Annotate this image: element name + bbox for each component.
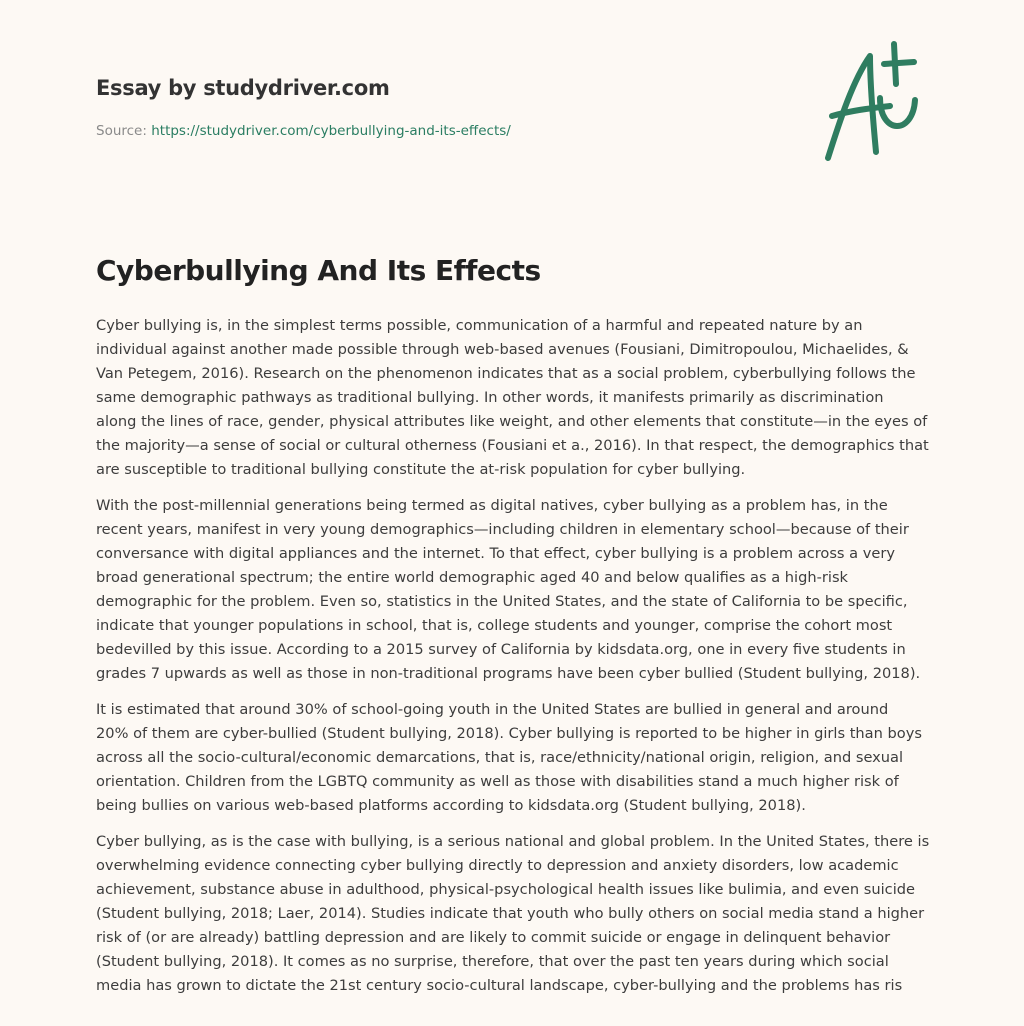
paragraph-line: bedevilled by this issue. According to a 2015 survey of California by kidsdata.org, one in every five students in: [96, 641, 906, 658]
paragraph-line: broad generational spectrum; the entire world demographic aged 40 and below qualifies as a high-risk: [96, 569, 848, 586]
paragraph-line: conversance with digital appliances and the internet. To that effect, cyber bullying is a problem across a very: [96, 545, 895, 562]
paragraph-line: It is estimated that around 30% of school-going youth in the United States are bullied in general and around: [96, 701, 889, 718]
paragraph-line: are susceptible to traditional bullying constitute the at-risk population for cyber bullying.: [96, 461, 746, 478]
paragraph-line: demographic for the problem. Even so, statistics in the United States, and the state of California to be specific,: [96, 593, 908, 610]
source-line: [96, 123, 511, 139]
paragraph-line: With the post-millennial generations being termed as digital natives, cyber bullying as a problem has, in the: [96, 497, 888, 514]
essay-paragraph: [96, 494, 936, 686]
essay-paragraph: [96, 830, 936, 998]
paragraph-line: Cyber bullying is, in the simplest terms possible, communication of a harmful and repeated nature by an: [96, 317, 863, 334]
paragraph-line: across all the socio-cultural/economic demarcations, that is, race/ethnicity/national origin, religion, and sexual: [96, 749, 904, 766]
essay-body: [96, 314, 936, 1010]
source-label: Source:: [96, 123, 147, 139]
source-link[interactable]: https://studydriver.com/cyberbullying-and-its-effects/: [151, 123, 511, 139]
paragraph-line: recent years, manifest in very young demographics—including children in elementary school—because of their: [96, 521, 909, 538]
paragraph-line: 20% of them are cyber-bullied (Student bullying, 2018). Cyber bullying is reported to be higher in girls than boys: [96, 725, 922, 742]
paragraph-line: the majority—a sense of social or cultural otherness (Fousiani et a., 2016). In that respect, the demographics that: [96, 437, 929, 454]
paragraph-line: overwhelming evidence connecting cyber bullying directly to depression and anxiety disorders, low academic: [96, 857, 899, 874]
paragraph-line: grades 7 upwards as well as those in non-traditional programs have been cyber bullied (Student bullying, 2018).: [96, 665, 921, 682]
essay-paragraph: [96, 314, 936, 482]
paragraph-line: media has grown to dictate the 21st century socio-cultural landscape, cyber-bullying and the problems has ris: [96, 977, 903, 994]
paragraph-line: Van Petegem, 2016). Research on the phenomenon indicates that as a social problem, cyberbullying follows the: [96, 365, 916, 382]
essay-title: Cyberbullying And Its Effects: [96, 254, 541, 287]
paragraph-line: achievement, substance abuse in adulthood, physical-psychological health issues like bulimia, and even suicide: [96, 881, 915, 898]
paragraph-line: Cyber bullying, as is the case with bullying, is a serious national and global problem. In the United States, there is: [96, 833, 930, 850]
paragraph-line: orientation. Children from the LGBTQ community as well as those with disabilities stand a much higher risk of: [96, 773, 899, 790]
paragraph-line: individual against another made possible through web-based avenues (Fousiani, Dimitropoulou, Michaelides, &: [96, 341, 909, 358]
site-title: Essay by studydriver.com: [96, 76, 390, 100]
paragraph-line: indicate that younger populations in school, that is, college students and younger, comprise the cohort most: [96, 617, 893, 634]
paragraph-line: (Student bullying, 2018; Laer, 2014). Studies indicate that youth who bully others on social media stand a higher: [96, 905, 925, 922]
paragraph-line: risk of (or are already) battling depression and are likely to commit suicide or engage in delinquent behavior: [96, 929, 891, 946]
paragraph-line: (Student bullying, 2018). It comes as no surprise, therefore, that over the past ten years during which social: [96, 953, 889, 970]
paragraph-line: same demographic pathways as traditional bullying. In other words, it manifests primarily as discrimination: [96, 389, 884, 406]
paragraph-line: being bullies on various web-based platforms according to kidsdata.org (Student bullying, 2018).: [96, 797, 806, 814]
paragraph-line: along the lines of race, gender, physical attributes like weight, and other elements that constitute—in the eyes of: [96, 413, 928, 430]
a-plus-logo-icon: [818, 40, 928, 165]
essay-paragraph: [96, 698, 936, 818]
